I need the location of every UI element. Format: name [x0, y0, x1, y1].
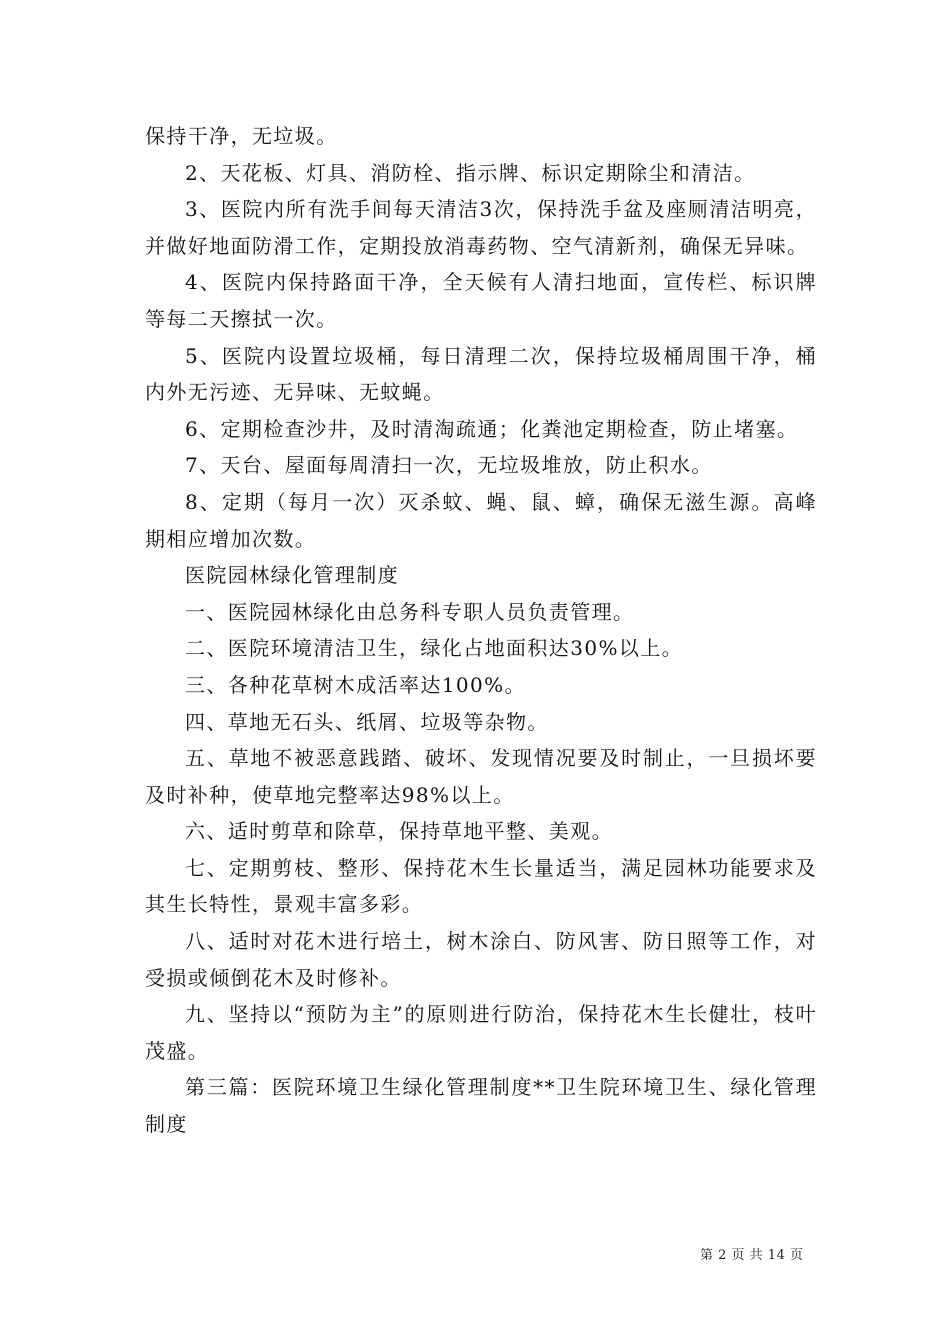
paragraph: 2、天花板、灯具、消防栓、指示牌、标识定期除尘和清洁。 [185, 160, 756, 185]
paragraph: 七、定期剪枝、整形、保持花木生长量适当，满足园林功能要求及其生长特性，景观丰富多彩。 [145, 855, 817, 917]
paragraph: 六、适时剪草和除草，保持草地平整、美观。 [185, 819, 613, 844]
paragraph: 7、天台、屋面每周清扫一次，无垃圾堆放，防止积水。 [185, 453, 713, 478]
paragraph: 6、定期检查沙井，及时清淘疏通；化粪池定期检查，防止堵塞。 [185, 416, 799, 441]
paragraph: 二、医院环境清洁卫生，绿化占地面积达30%以上。 [185, 636, 684, 661]
paragraph: 保持干净，无垃圾。 [145, 124, 338, 148]
paragraph: 五、草地不被恶意践踏、破坏、发现情况要及时制止，一旦损坏要及时补种，使草地完整率达98%以上。 [145, 746, 817, 807]
paragraph: 4、医院内保持路面干净，全天候有人清扫地面，宣传栏、标识牌等每二天擦拭一次。 [145, 270, 817, 331]
section-heading: 第三篇：医院环境卫生绿化管理制度**卫生院环境卫生、绿化管理制度 [145, 1075, 817, 1137]
paragraph: 八、适时对花木进行培土，树木涂白、防风害、防日照等工作，对受损或倾倒花木及时修补。 [145, 929, 817, 990]
paragraph: 九、坚持以“预防为主”的原则进行防治，保持花木生长健壮，枝叶茂盛。 [145, 1002, 817, 1063]
paragraph: 5、医院内设置垃圾桶，每日清理二次，保持垃圾桶周围干净，桶内外无污迹、无异味、无蚊蝇。 [145, 343, 817, 405]
paragraph: 3、医院内所有洗手间每天清洁3次，保持洗手盆及座厕清洁明亮，并做好地面防滑工作，定期投放消毒药物、空气清新剂，确保无异味。 [145, 197, 817, 258]
document-body [145, 118, 817, 1143]
section-heading: 医院园林绿化管理制度 [185, 563, 399, 588]
paragraph: 四、草地无石头、纸屑、垃圾等杂物。 [185, 709, 549, 734]
paragraph: 8、定期（每月一次）灭杀蚊、蝇、鼠、蟑，确保无滋生源。高峰期相应增加次数。 [145, 489, 817, 551]
paragraph: 一、医院园林绿化由总务科专职人员负责管理。 [185, 599, 635, 624]
paragraph: 三、各种花草树木成活率达100%。 [185, 672, 526, 697]
page-number-footer: 第 2 页 共 14 页 [700, 1248, 804, 1263]
